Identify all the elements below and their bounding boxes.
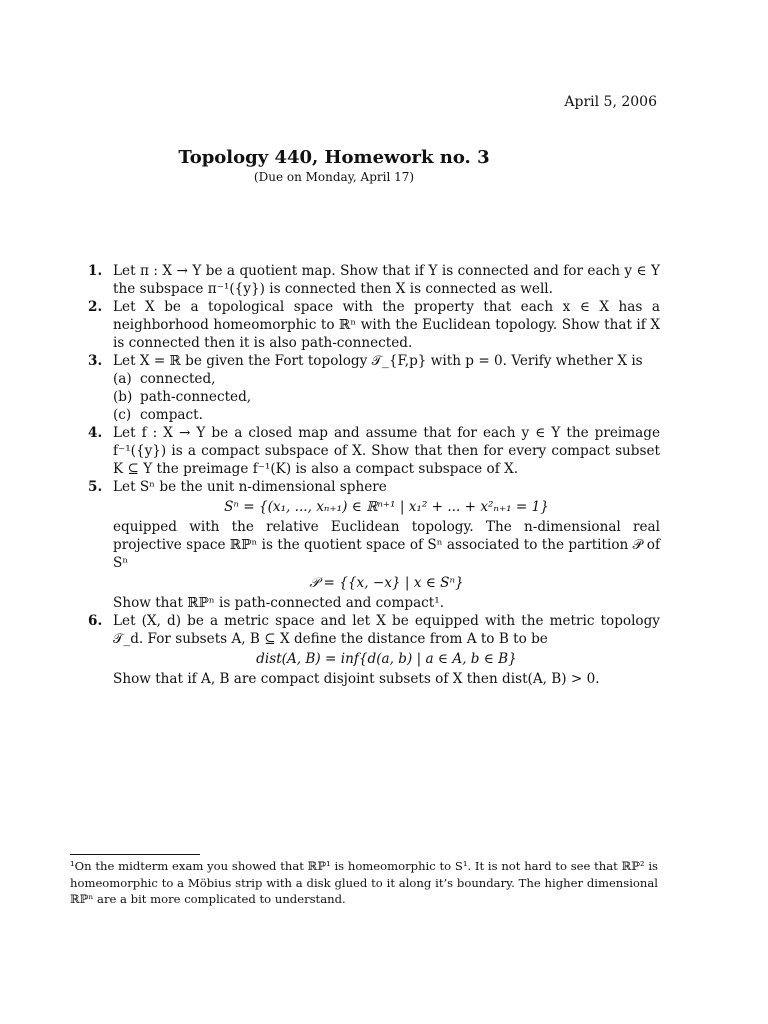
problem-text: Let f : X → Y be a closed map and assume that for each y ∈ Y the preimage f⁻¹({y}) is a compact subspace of X. Show that then for every compact subset K ⊆ Y the preimage f⁻¹(K) is also a compact subspace of X. bbox=[113, 425, 660, 477]
problem-text: Let X be a topological space with the property that each x ∈ X has a neighborhood homeomorphic to ℝⁿ with the Euclidean topology. Show that if X is connected then it is also path-connected. bbox=[113, 299, 660, 351]
problem-text: Let Sⁿ be the unit n-dimensional sphere bbox=[113, 479, 387, 495]
subitem-label: (a) bbox=[113, 371, 132, 387]
distance-equation: dist(A, B) = inf{d(a, b) | a ∈ A, b ∈ B} bbox=[256, 651, 517, 667]
problem-2 bbox=[88, 298, 660, 352]
problem-3 bbox=[88, 352, 660, 424]
problem-number: 4. bbox=[88, 425, 103, 441]
problem-text-continued: Show that if A, B are compact disjoint subsets of X then dist(A, B) > 0. bbox=[113, 671, 600, 687]
document-subtitle: (Due on Monday, April 17) bbox=[253, 170, 415, 184]
problem-text: Let π : X → Y be a quotient map. Show that if Y is connected and for each y ∈ Y the subspace π⁻¹({y}) is connected then X is connected as well. bbox=[113, 263, 660, 297]
document-date: April 5, 2006 bbox=[564, 94, 657, 110]
sphere-equation: Sⁿ = {(x₁, ..., xₙ₊₁) ∈ ℝⁿ⁺¹ | x₁² + ... + x²ₙ₊₁ = 1} bbox=[224, 499, 549, 515]
document-title: Topology 440, Homework no. 3 bbox=[178, 147, 490, 168]
subitem-text: compact. bbox=[140, 407, 203, 423]
footnote-divider bbox=[70, 854, 200, 855]
problem-number: 3. bbox=[88, 353, 103, 369]
problem-text: Let (X, d) be a metric space and let X be equipped with the metric topology 𝒯_d. For subsets A, B ⊆ X define the distance from A to B to be bbox=[113, 613, 660, 647]
subitem-c bbox=[113, 406, 660, 424]
subitem-a bbox=[113, 370, 660, 388]
problem-number: 2. bbox=[88, 299, 103, 315]
subitem-label: (b) bbox=[113, 389, 133, 405]
problem-text-continued: equipped with the relative Euclidean topology. The n-dimensional real projective space ℝℙⁿ is the quotient space of Sⁿ associated to the partition 𝒫 of Sⁿ bbox=[113, 519, 660, 571]
problem-number: 5. bbox=[88, 479, 103, 495]
footnote: ¹On the midterm exam you showed that ℝℙ¹ is homeomorphic to S¹. It is not hard to see that ℝℙ² is homeomorphic to a Möbius strip with a disk glued to it along it’s boundary. The higher dimensional ℝℙⁿ are a bit more complicated to understand. bbox=[70, 859, 658, 906]
subitem-b bbox=[113, 388, 660, 406]
problem-list bbox=[88, 262, 660, 688]
problem-text: Let X = ℝ be given the Fort topology 𝒯_{F,p} with p = 0. Verify whether X is bbox=[113, 353, 643, 369]
subitem-text: connected, bbox=[140, 371, 216, 387]
partition-equation: 𝒫 = {{x, −x} | x ∈ Sⁿ} bbox=[309, 575, 464, 591]
problem-number: 1. bbox=[88, 263, 103, 279]
subitem-text: path-connected, bbox=[140, 389, 252, 405]
subitem-list bbox=[113, 370, 660, 424]
problem-4 bbox=[88, 424, 660, 478]
problem-6 bbox=[88, 612, 660, 688]
problem-text-conclusion: Show that ℝℙⁿ is path-connected and compact¹. bbox=[113, 595, 445, 611]
problem-5 bbox=[88, 478, 660, 612]
problem-1 bbox=[88, 262, 660, 298]
subitem-label: (c) bbox=[113, 407, 132, 423]
problem-number: 6. bbox=[88, 613, 103, 629]
